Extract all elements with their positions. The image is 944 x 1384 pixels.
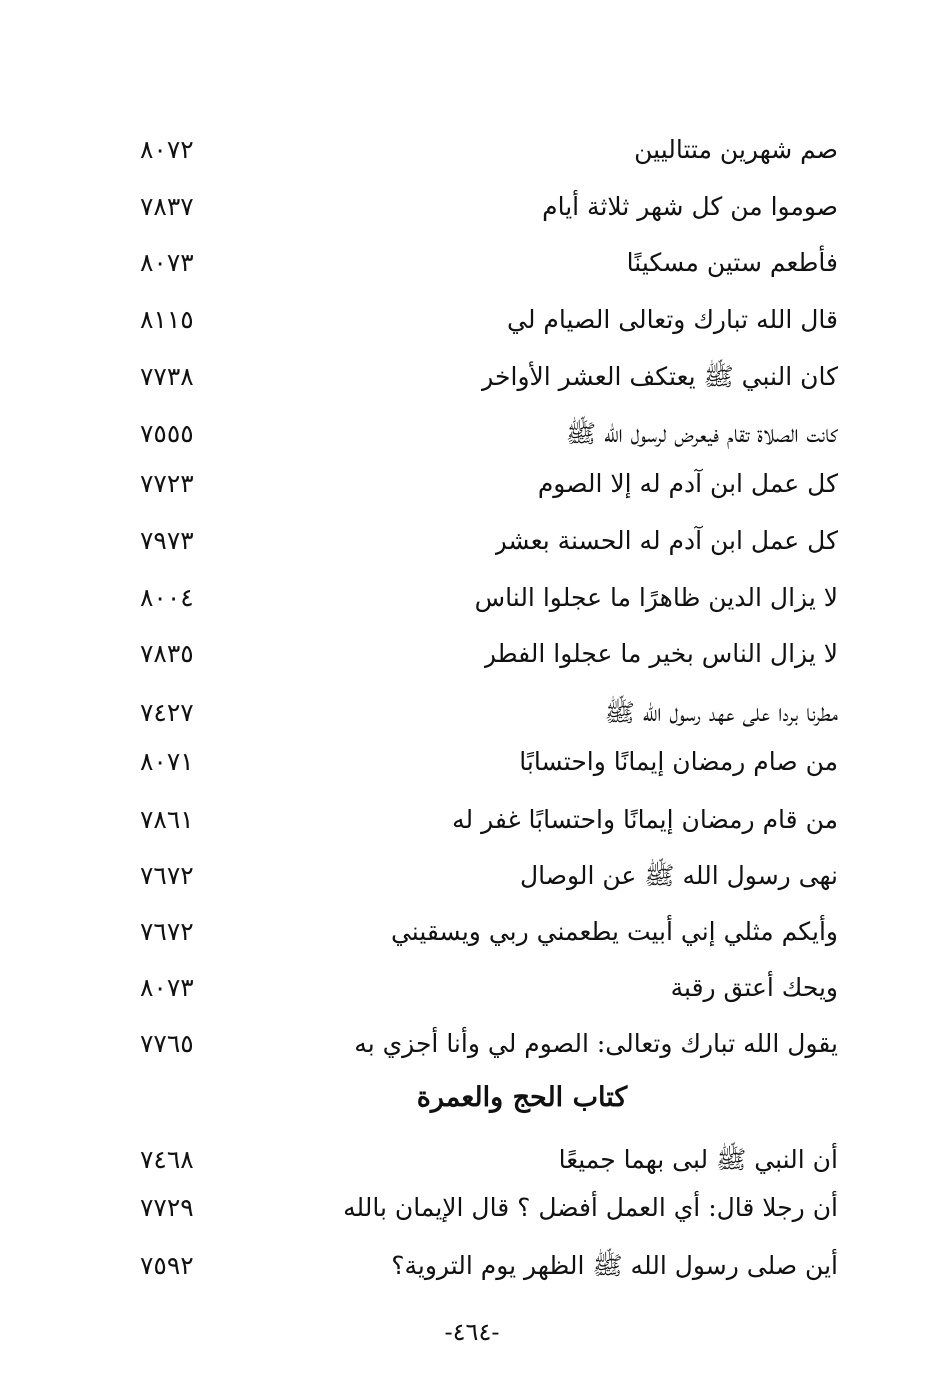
page-number: -٤٦٤- xyxy=(444,1318,500,1346)
entry-number: ٨١١٥ xyxy=(140,305,194,334)
entry-text: لا يزال الدين ظاهرًا ما عجلوا الناس xyxy=(474,583,838,612)
entry-number: ٧٥٥٥ xyxy=(140,419,194,448)
index-entry xyxy=(130,243,838,283)
entry-text: نهى رسول الله ﷺ عن الوصال xyxy=(519,861,838,890)
entry-number: ٧٨٣٧ xyxy=(140,192,194,221)
entry-text: صوموا من كل شهر ثلاثة أيام xyxy=(542,192,838,221)
entry-text: صم شهرين متتاليين xyxy=(634,135,838,164)
index-entry xyxy=(130,414,838,454)
index-entry xyxy=(130,578,838,618)
entry-text: فأطعم ستين مسكينًا xyxy=(626,248,838,277)
entry-text: من قام رمضان إيمانًا واحتسابًا غفر له xyxy=(452,805,838,834)
entry-text: من صام رمضان إيمانًا واحتسابًا xyxy=(519,747,838,776)
index-entry xyxy=(130,300,838,340)
index-entry xyxy=(130,1024,838,1064)
index-entry xyxy=(130,856,838,896)
section-heading: كتاب الحج والعمرة xyxy=(416,1082,628,1113)
index-entry xyxy=(130,1140,838,1180)
index-entry xyxy=(130,357,838,397)
entry-number: ٧٧٢٩ xyxy=(140,1193,194,1222)
entry-text: كان النبي ﷺ يعتكف العشر الأواخر xyxy=(481,362,838,391)
entry-text: كانت الصلاة تقام فيعرض لرسول الله ﷺ xyxy=(565,419,838,448)
entry-number: ٧٤٦٨ xyxy=(140,1145,194,1174)
entry-number: ٧٥٩٢ xyxy=(140,1251,194,1280)
entry-number: ٧٧٣٨ xyxy=(140,362,194,391)
entry-number: ٨٠٧٣ xyxy=(140,248,194,277)
index-entry xyxy=(130,693,838,733)
index-entry xyxy=(130,521,838,561)
entry-number: ٨٠٧١ xyxy=(140,747,194,776)
entry-number: ٧٦٧٢ xyxy=(140,917,194,946)
index-entry xyxy=(130,1246,838,1286)
entry-text: أن النبي ﷺ لبى بهما جميعًا xyxy=(558,1145,838,1174)
entry-text: قال الله تبارك وتعالى الصيام لي xyxy=(506,305,838,334)
index-entry xyxy=(130,1188,838,1228)
index-entry xyxy=(130,742,838,782)
entry-number: ٧٤٢٧ xyxy=(140,698,194,727)
entry-number: ٨٠٧٢ xyxy=(140,135,194,164)
entry-text: مطرنا بردا على عهد رسول الله ﷺ xyxy=(604,698,838,727)
entry-number: ٨٠٧٣ xyxy=(140,973,194,1002)
entry-number: ٧٧٢٣ xyxy=(140,469,194,498)
entry-number: ٨٠٠٤ xyxy=(140,583,194,612)
entry-text: ويحك أعتق رقبة xyxy=(670,973,838,1002)
entry-text: كل عمل ابن آدم له إلا الصوم xyxy=(537,469,838,498)
entry-text: وأيكم مثلي إني أبيت يطعمني ربي ويسقيني xyxy=(390,917,838,946)
entry-number: ٧٨٣٥ xyxy=(140,639,194,668)
entry-number: ٧٨٦١ xyxy=(140,805,194,834)
entry-text: أن رجلا قال: أي العمل أفضل ؟ قال الإيمان بالله xyxy=(343,1193,838,1222)
index-entry xyxy=(130,634,838,674)
index-entry xyxy=(130,187,838,227)
entry-number: ٧٧٦٥ xyxy=(140,1029,194,1058)
entry-number: ٧٩٧٣ xyxy=(140,526,194,555)
index-entry xyxy=(130,800,838,840)
index-entry xyxy=(130,130,838,170)
index-entry xyxy=(130,968,838,1008)
index-entry xyxy=(130,464,838,504)
entry-text: كل عمل ابن آدم له الحسنة بعشر xyxy=(494,526,838,555)
entry-text: أين صلى رسول الله ﷺ الظهر يوم التروية؟ xyxy=(391,1251,838,1280)
entry-text: يقول الله تبارك وتعالى: الصوم لي وأنا أجزي به xyxy=(354,1029,838,1058)
entry-text: لا يزال الناس بخير ما عجلوا الفطر xyxy=(483,639,838,668)
entry-number: ٧٦٧٢ xyxy=(140,861,194,890)
index-entry xyxy=(130,912,838,952)
